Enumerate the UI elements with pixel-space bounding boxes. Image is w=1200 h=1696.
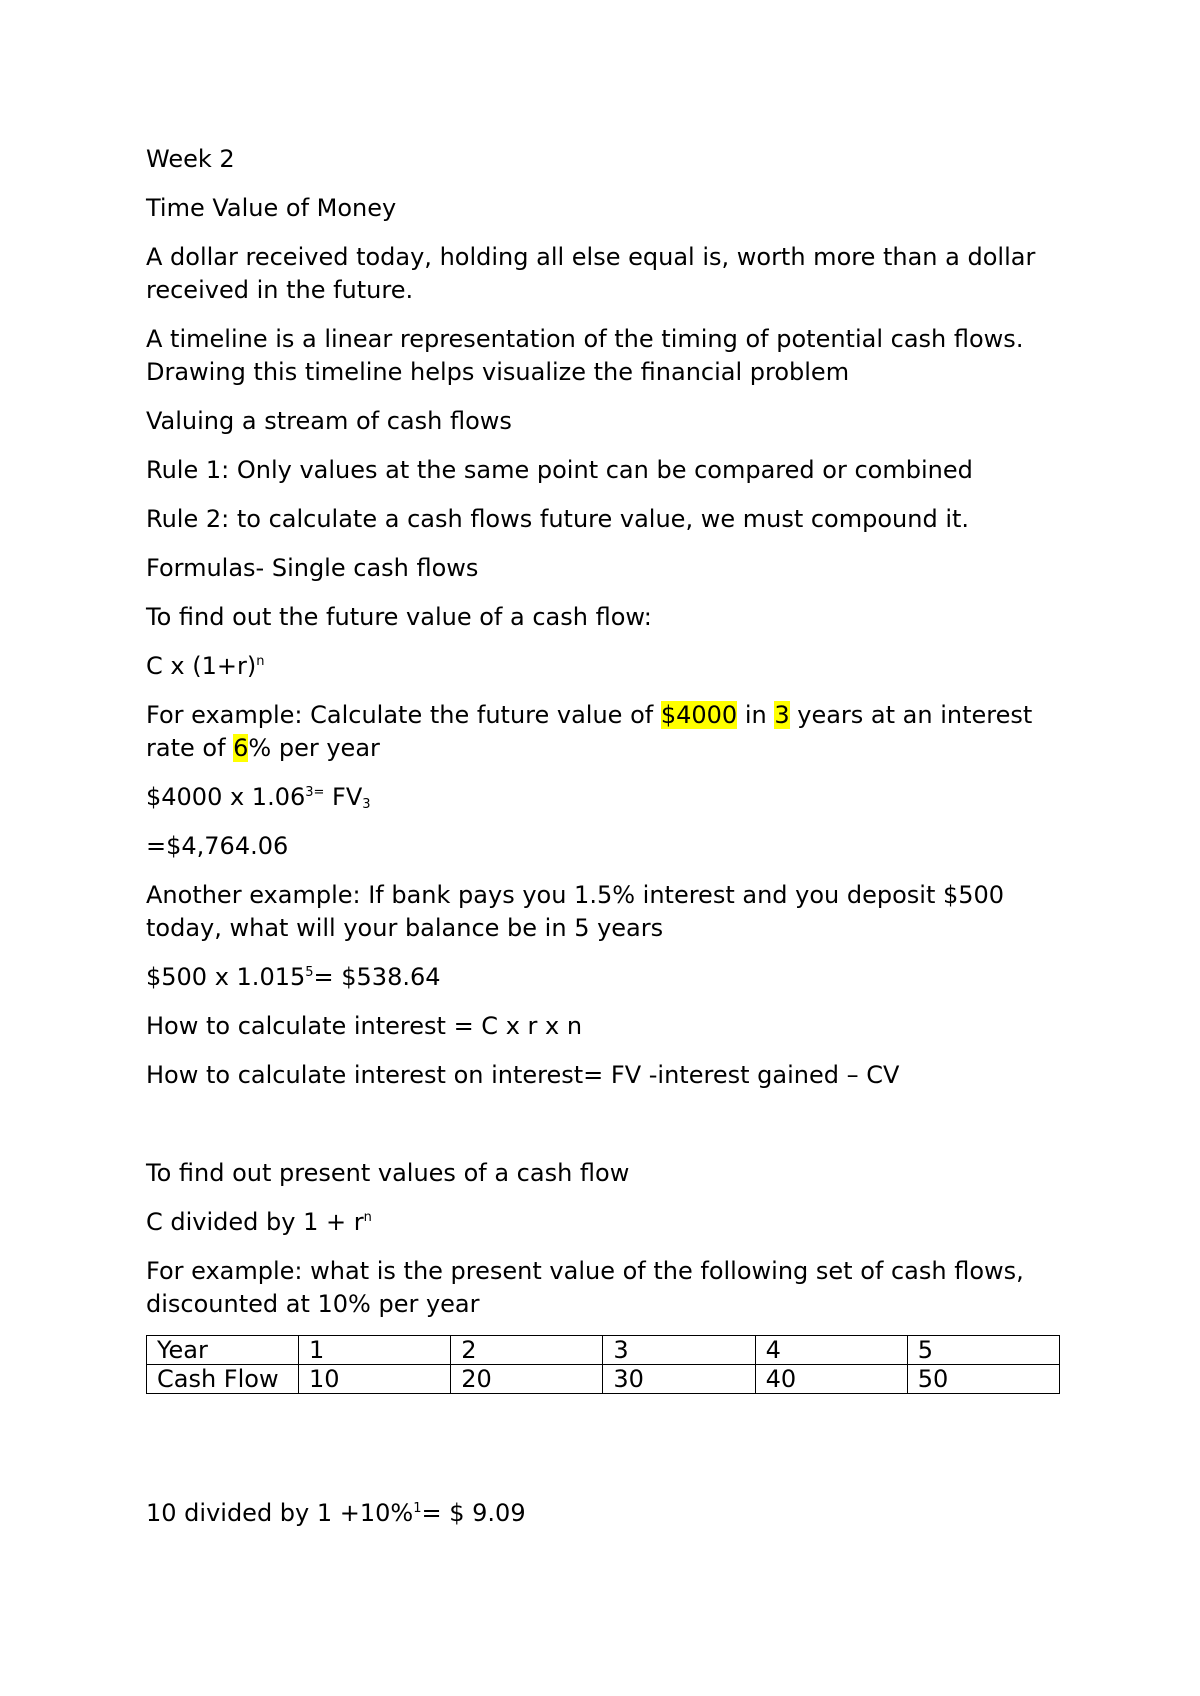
interest-on-interest-formula: How to calculate interest on interest= FV -interest gained – CV <box>146 1061 900 1089</box>
example-2-line-2: today, what will your balance be in 5 years <box>146 914 664 942</box>
calc-3-rest: = $ 9.09 <box>421 1499 526 1527</box>
table-cell: Year <box>147 1336 299 1365</box>
example-1-mid-2: years at an interest <box>789 701 1033 729</box>
example-3-line-1: For example: what is the present value of the following set of cash flows, <box>146 1257 1024 1285</box>
example-2-line-1: Another example: If bank pays you 1.5% interest and you deposit $500 <box>146 881 1005 909</box>
example-1-amount-highlight: $4000 <box>660 701 738 729</box>
table-cell: 2 <box>451 1336 603 1365</box>
calc-1-subscript: 3 <box>362 797 371 812</box>
example-1-line-2 <box>146 732 380 764</box>
table-cell: 40 <box>755 1365 907 1394</box>
future-value-formula <box>146 650 264 682</box>
example-3-line-2: discounted at 10% per year <box>146 1290 480 1318</box>
topic-title: Time Value of Money <box>146 194 397 222</box>
valuing-heading: Valuing a stream of cash flows <box>146 407 512 435</box>
calc-2-base: $500 x 1.015 <box>146 963 306 991</box>
calc-1-base: $4000 x 1.06 <box>146 783 306 811</box>
table-cell: Cash Flow <box>147 1365 299 1394</box>
calc-2-rest: = $538.64 <box>313 963 441 991</box>
table-cell: 10 <box>299 1365 451 1394</box>
example-1-line-2-post: % per year <box>248 734 380 762</box>
calc-1-exponent: 3= <box>305 785 325 800</box>
calc-1-fv: FV <box>324 783 363 811</box>
week-heading: Week 2 <box>146 145 235 173</box>
rule-2: Rule 2: to calculate a cash flows future value, we must compound it. <box>146 505 970 533</box>
rule-1: Rule 1: Only values at the same point can be compared or combined <box>146 456 973 484</box>
example-1-mid-1: in <box>737 701 775 729</box>
example-1-line-2-pre: rate of <box>146 734 234 762</box>
timeline-paragraph-line-1: A timeline is a linear representation of the timing of potential cash flows. <box>146 325 1024 353</box>
formulas-heading: Formulas- Single cash flows <box>146 554 479 582</box>
interest-formula: How to calculate interest = C x r x n <box>146 1012 583 1040</box>
future-value-intro: To find out the future value of a cash flow: <box>146 603 652 631</box>
dollar-paragraph-line-2: received in the future. <box>146 276 414 304</box>
timeline-paragraph-line-2: Drawing this timeline helps visualize the financial problem <box>146 358 850 386</box>
calc-3-base: 10 divided by 1 +10% <box>146 1499 414 1527</box>
table-row <box>147 1336 1060 1365</box>
calculation-3 <box>146 1497 526 1529</box>
fv-formula-exponent: n <box>256 654 265 669</box>
cash-flow-table <box>146 1335 1060 1394</box>
present-value-formula <box>146 1206 372 1238</box>
dollar-paragraph-line-1: A dollar received today, holding all else equal is, worth more than a dollar <box>146 243 1036 271</box>
calc-2-exponent: 5 <box>305 965 314 980</box>
example-1-line-1 <box>146 699 1032 731</box>
table-cell: 30 <box>603 1365 755 1394</box>
table-cell: 4 <box>755 1336 907 1365</box>
example-1-years-highlight: 3 <box>774 701 790 729</box>
fv-formula-base: C x (1+r) <box>146 652 257 680</box>
table-cell: 3 <box>603 1336 755 1365</box>
calc-3-exponent: 1 <box>413 1501 422 1516</box>
pv-formula-exponent: n <box>363 1210 372 1225</box>
example-1-rate-highlight: 6 <box>233 734 249 762</box>
table-cell: 1 <box>299 1336 451 1365</box>
table-cell: 50 <box>907 1365 1059 1394</box>
table-cell: 20 <box>451 1365 603 1394</box>
present-value-intro: To find out present values of a cash flow <box>146 1159 630 1187</box>
table-row <box>147 1365 1060 1394</box>
result-1: =$4,764.06 <box>146 832 289 860</box>
calculation-1 <box>146 781 371 813</box>
pv-formula-base: C divided by 1 + r <box>146 1208 364 1236</box>
table-cell: 5 <box>907 1336 1059 1365</box>
calculation-2 <box>146 961 441 993</box>
example-1-pre: For example: Calculate the future value of <box>146 701 661 729</box>
